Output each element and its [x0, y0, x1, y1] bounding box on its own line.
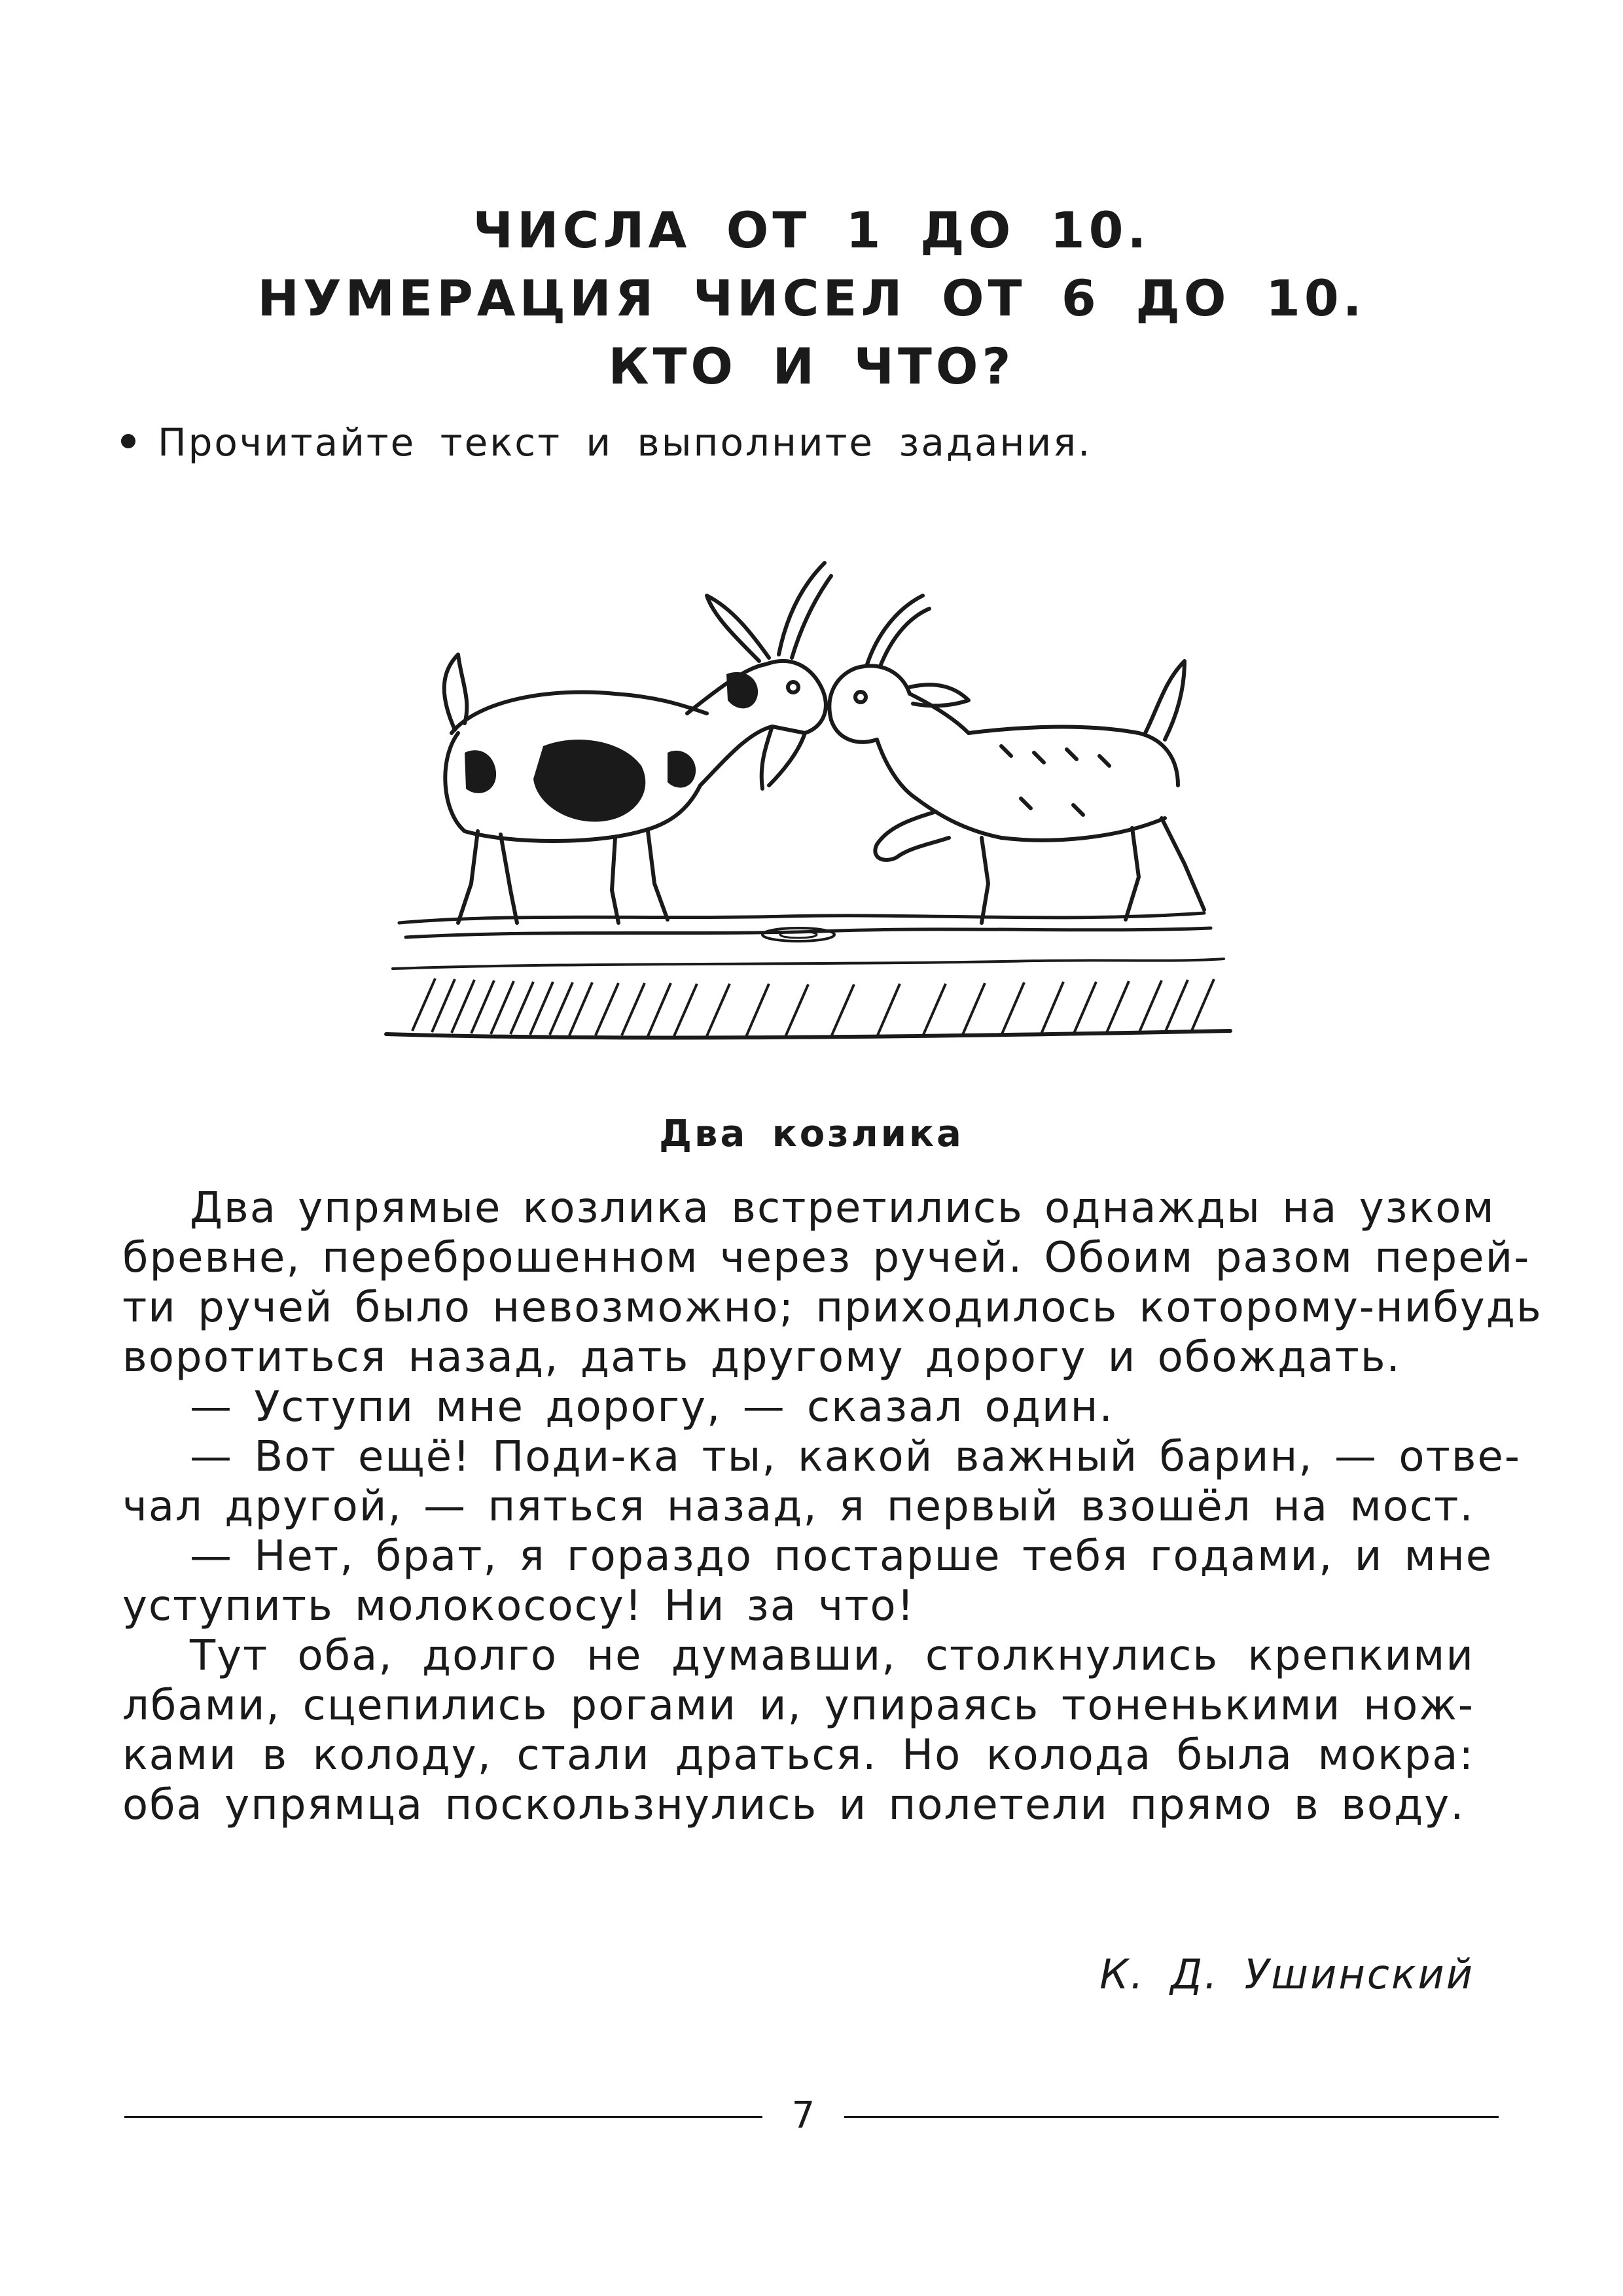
- footer-rule-right: [844, 2116, 1499, 2118]
- story-line: чал другой, — пяться назад, я первый взошёл на мост.: [122, 1482, 1474, 1531]
- story-line: уступить молокососу! Ни за что!: [122, 1582, 916, 1630]
- story-line: бревне, переброшенном через ручей. Обоим разом перей-: [122, 1234, 1531, 1282]
- goats-illustration: [380, 537, 1250, 1073]
- heading-line-3: КТО И ЧТО?: [608, 337, 1015, 395]
- instruction-text: Прочитайте текст и выполните задания.: [158, 420, 1092, 465]
- page-number: 7: [791, 2094, 815, 2137]
- footer-rule-left: [124, 2116, 762, 2118]
- story-line: — Нет, брат, я гораздо постарше тебя годами, и мне: [190, 1532, 1493, 1581]
- heading-line-2: НУМЕРАЦИЯ ЧИСЕЛ ОТ 6 ДО 10.: [257, 269, 1366, 327]
- story-line: — Уступи мне дорогу, — сказал один.: [190, 1383, 1114, 1431]
- story-line: — Вот ещё! Поди-ка ты, какой важный барин, — отве-: [190, 1433, 1521, 1481]
- story-text: [122, 1183, 1543, 1830]
- story-line: Два упрямые козлика встретились однажды на узком: [190, 1184, 1495, 1232]
- story-line: ками в колоду, стали драться. Но колода была мокра:: [122, 1731, 1474, 1780]
- story-line: Тут оба, долго не думавши, столкнулись крепкими: [190, 1632, 1474, 1680]
- page-heading: [0, 196, 1623, 401]
- task-instruction: [121, 420, 1092, 465]
- story-line: воротиться назад, дать другому дорогу и обождать.: [122, 1333, 1401, 1382]
- story-line: ти ручей было невозможно; приходилось которому-нибудь: [122, 1283, 1543, 1332]
- bullet-icon: [121, 434, 135, 448]
- story-title: Два козлика: [659, 1113, 964, 1155]
- story-author: К. Д. Ушинский: [1099, 1950, 1474, 1998]
- heading-line-1: ЧИСЛА ОТ 1 ДО 10.: [473, 201, 1150, 259]
- story-line: лбами, сцепились рогами и, упираясь тоненькими нож-: [122, 1681, 1474, 1730]
- story-line: оба упрямца поскользнулись и полетели прямо в воду.: [122, 1781, 1465, 1829]
